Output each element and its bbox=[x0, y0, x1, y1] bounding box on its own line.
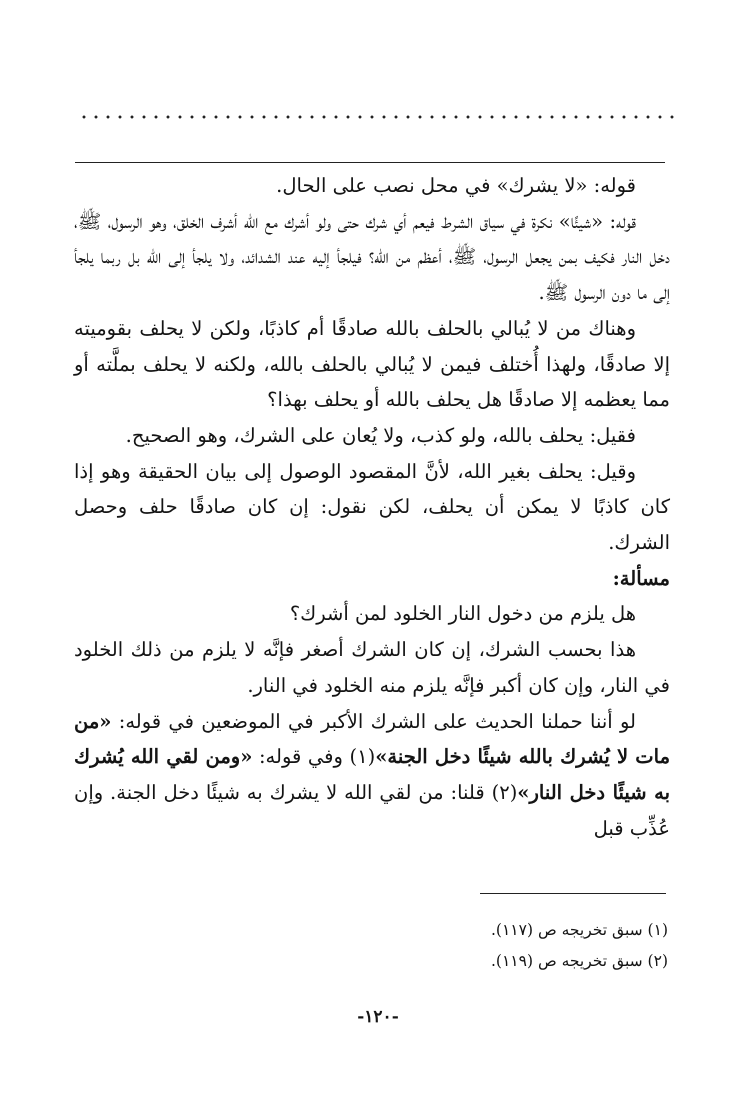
page-number: -١٢٠- bbox=[357, 1007, 399, 1027]
paragraph: هل يلزم من دخول النار الخلود لمن أشرك؟ bbox=[289, 602, 636, 626]
hadith-quote: «من مات لا يُشرك بالله شيئًا دخل الجنة» bbox=[74, 709, 671, 769]
paragraph-text: (٢) قلنا: من لقي الله لا يشرك به شيئًا دخل الجنة. وإن عُذِّب قبل bbox=[74, 780, 670, 840]
paragraph-text: لو أننا حملنا الحديث على الشرك الأكبر في الموضعين في قوله: bbox=[111, 709, 636, 733]
hadith-quote: «ومن لقي الله يُشرك به شيئًا دخل النار» bbox=[74, 745, 671, 804]
section-heading-text: مسألة: bbox=[612, 566, 670, 590]
paragraph: قوله: «شيئًا» نكرة في سياق الشرط فيعم أي شرك حتى ولو أشرك مع الله أشرف الخلق، وهو الرسول، ﷺ، دخل النار فكيف بمن يجعل الرسول، ﷺ، أعظم من الله؟ فيلجأ إليه عند الشدائد، ولا يلجأ إلى الله بل ربما يلجأ إلى ما دون الرسول ﷺ. bbox=[74, 209, 670, 305]
header-rule bbox=[75, 162, 665, 163]
paragraph-text: (١) وفي قوله: bbox=[252, 745, 376, 769]
footnotes bbox=[360, 915, 668, 977]
paragraph: قوله: «لا يشرك» في محل نصب على الحال. bbox=[276, 174, 636, 197]
paragraph: فقيل: يحلف بالله، ولو كذب، ولا يُعان على الشرك، وهو الصحيح. bbox=[125, 423, 636, 447]
section-heading bbox=[74, 561, 670, 597]
paragraph: هذا بحسب الشرك، إن كان الشرك أصغر فإنَّه لا يلزم من ذلك الخلود في النار، وإن كان أكبر فإنَّه يلزم منه الخلود في النار. bbox=[74, 638, 670, 697]
footnote-rule bbox=[480, 893, 666, 894]
top-dotted-line bbox=[78, 112, 678, 122]
paragraph bbox=[74, 704, 670, 847]
paragraph: وهناك من لا يُبالي بالحلف بالله صادقًا أم كاذبًا، ولكن لا يحلف بقوميته إلا صادقًا، ولهذا أُختلف فيمن لا يُبالي بالحلف بالله، ولكنه لا يحلف بملَّته أو مما يعظمه إلا صادقًا هل يحلف بالله أو يحلف بهذا؟ bbox=[74, 316, 670, 412]
footnote: (٢) سبق تخريجه ص (١١٩). bbox=[491, 952, 668, 970]
footnote: (١) سبق تخريجه ص (١١٧). bbox=[491, 921, 668, 939]
paragraph: وقيل: يحلف بغير الله، لأنَّ المقصود الوصول إلى بيان الحقيقة وهو إذا كان كاذبًا لا يمكن أن يحلف، لكن نقول: إن كان صادقًا حلف وحصل الشرك. bbox=[74, 459, 670, 555]
main-text bbox=[74, 168, 670, 846]
